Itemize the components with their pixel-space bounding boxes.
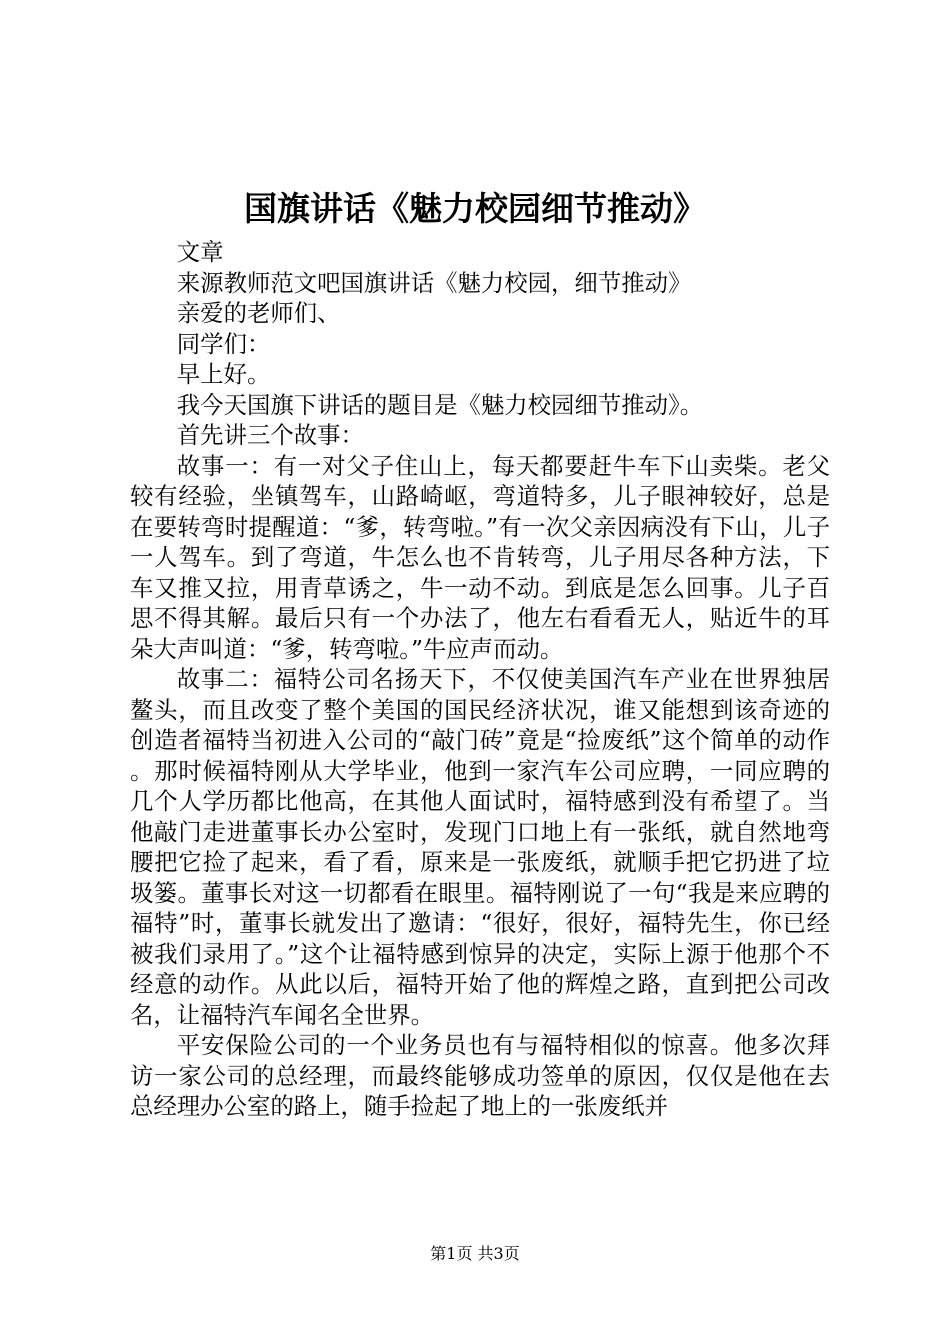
paragraph-story-two: 故事二：福特公司名扬天下，不仅使美国汽车产业在世界独居鳌头，而且改变了整个美国的国民经济状况，谁又能想到该奇迹的创造者福特当初进入公司的“敲门砖”竟是“捡废纸”这个简单的动作。那时候福特刚从大学毕业，他到一家汽车公司应聘，一同应聘的几个人学历都比他高，在其他人面试时，福特感到没有希望了。当他敲门走进董事长办公室时，发现门口地上有一张纸，就自然地弯腰把它捡了起来，看了看，原来是一张废纸，就顺手把它扔进了垃圾篓。董事长对这一切都看在眼里。福特刚说了一句“我是来应聘的福特”时，董事长就发出了邀请：“很好，很好，福特先生，你已经被我们录用了。”这个让福特感到惊异的决定，实际上源于他那个不经意的动作。从此以后，福特开始了他的辉煌之路，直到把公司改名，让福特汽车闻名全世界。 [130,665,830,1029]
paragraph-story-one: 故事一：有一对父子住山上，每天都要赶牛车下山卖柴。老父较有经验，坐镇驾车，山路崎岖，弯道特多，儿子眼神较好，总是在要转弯时提醒道：“爹，转弯啦。”有一次父亲因病没有下山，儿子一人驾车。到了弯道，牛怎么也不肯转弯，儿子用尽各种方法，下车又推又拉，用青草诱之，牛一动不动。到底是怎么回事。儿子百思不得其解。最后只有一个办法了，他左右看看无人，贴近牛的耳朵大声叫道：“爹，转弯啦。”牛应声而动。 [130,451,830,663]
paragraph-good-morning: 早上好。 [176,360,271,388]
paragraph-greeting-students: 同学们： [176,329,271,358]
paragraph-source: 来源教师范文吧国旗讲话《魅力校园，细节推动》 [176,268,692,297]
paragraph-article: 文章 [176,238,224,266]
paragraph-insurance-story: 平安保险公司的一个业务员也有与福特相似的惊喜。他多次拜访一家公司的总经理，而最终能够成功签单的原因，仅仅是他在去总经理办公室的路上，随手捡起了地上的一张废纸并 [130,1031,830,1120]
page-footer: 第1页 共3页 [430,1244,520,1263]
paragraph-topic: 我今天国旗下讲话的题目是《魅力校园细节推动》。 [176,390,704,419]
paragraph-greeting-teachers: 亲爱的老师们、 [176,299,341,327]
paragraph-intro: 首先讲三个故事： [176,421,364,449]
document-title: 国旗讲话《魅力校园细节推动》 [244,189,706,228]
document-body [130,237,830,1122]
